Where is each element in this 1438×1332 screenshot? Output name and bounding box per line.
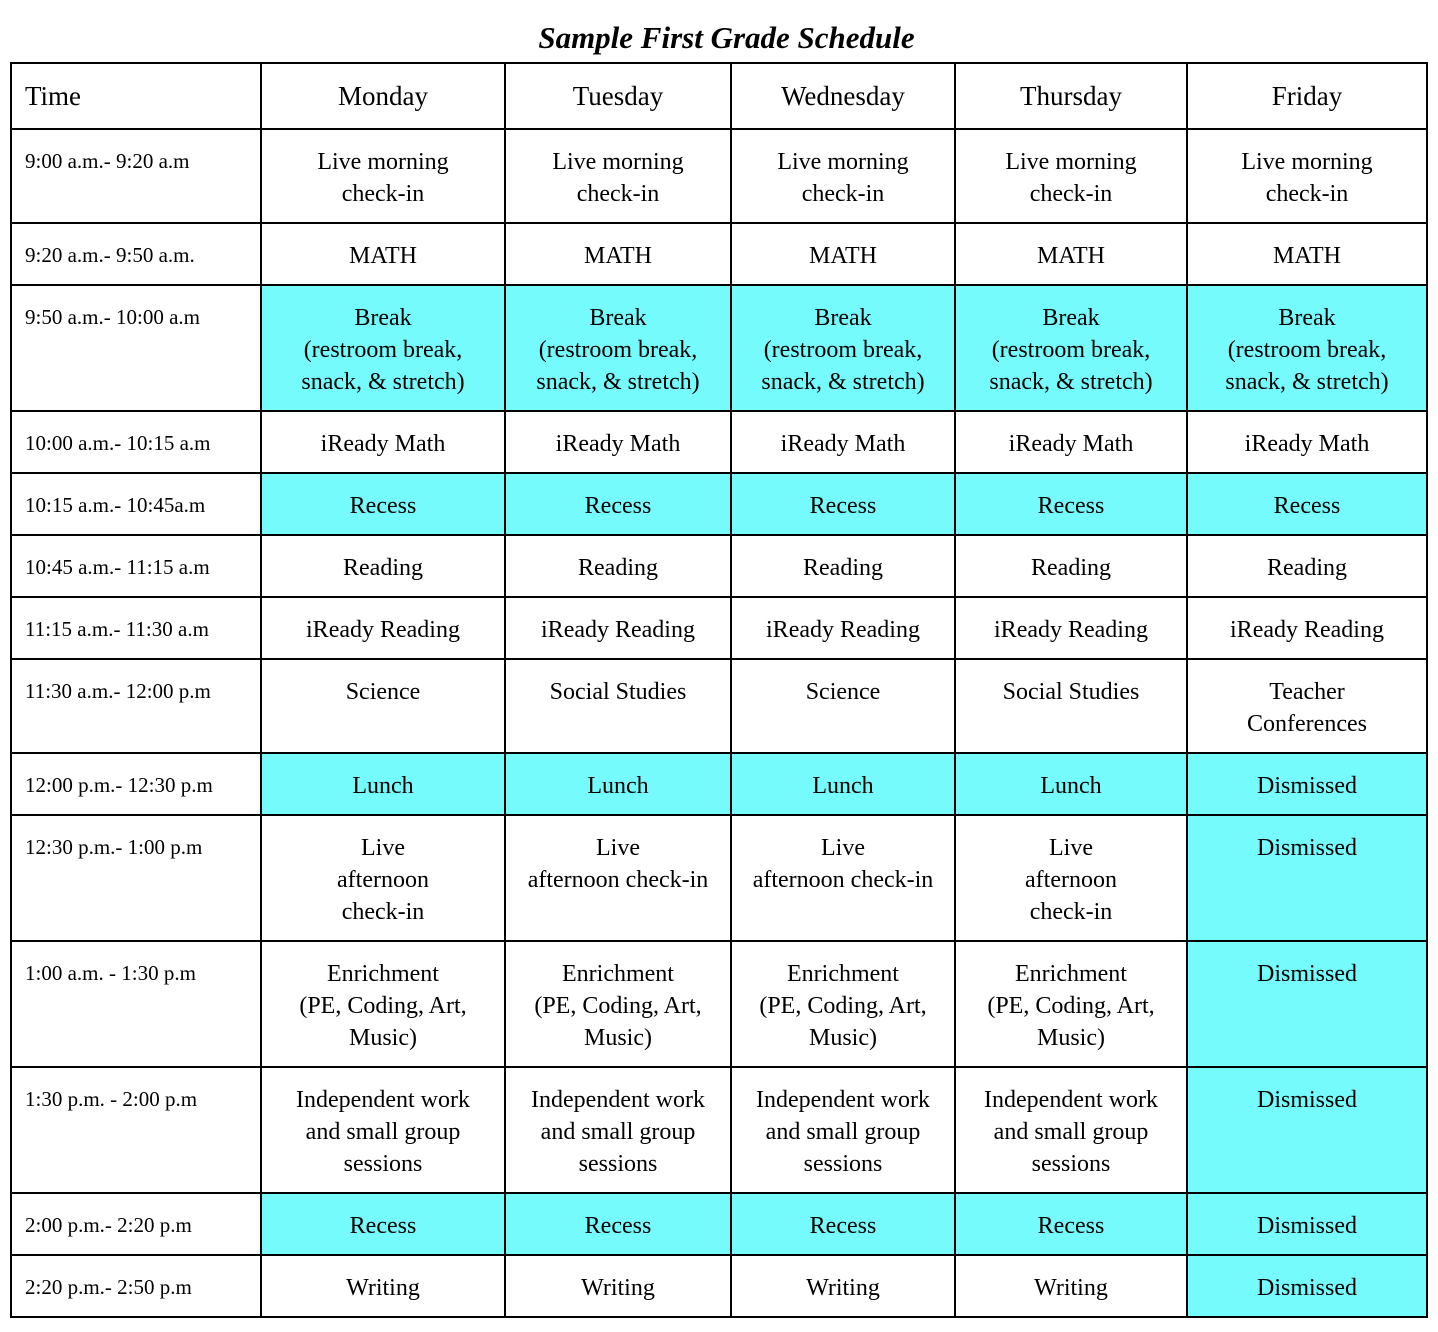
time-cell: 10:45 a.m.- 11:15 a.m bbox=[11, 535, 261, 597]
schedule-cell-tuesday: MATH bbox=[505, 223, 731, 285]
schedule-cell-tuesday: Social Studies bbox=[505, 659, 731, 753]
schedule-cell-monday: Independent work and small group sessions bbox=[261, 1067, 505, 1193]
schedule-cell-friday: Dismissed bbox=[1187, 1067, 1427, 1193]
time-cell: 12:00 p.m.- 12:30 p.m bbox=[11, 753, 261, 815]
time-cell: 11:15 a.m.- 11:30 a.m bbox=[11, 597, 261, 659]
schedule-cell-thursday: Writing bbox=[955, 1255, 1187, 1317]
header-thursday: Thursday bbox=[955, 63, 1187, 129]
schedule-cell-monday: Writing bbox=[261, 1255, 505, 1317]
schedule-cell-monday: Recess bbox=[261, 1193, 505, 1255]
schedule-cell-monday: Recess bbox=[261, 473, 505, 535]
schedule-cell-friday: Dismissed bbox=[1187, 753, 1427, 815]
schedule-cell-wednesday: Recess bbox=[731, 473, 955, 535]
table-row bbox=[11, 597, 1427, 659]
schedule-cell-friday: Dismissed bbox=[1187, 941, 1427, 1067]
table-row bbox=[11, 535, 1427, 597]
schedule-cell-friday: Live morning check-in bbox=[1187, 129, 1427, 223]
time-cell: 2:00 p.m.- 2:20 p.m bbox=[11, 1193, 261, 1255]
schedule-cell-thursday: Recess bbox=[955, 1193, 1187, 1255]
time-cell: 1:00 a.m. - 1:30 p.m bbox=[11, 941, 261, 1067]
schedule-cell-monday: Reading bbox=[261, 535, 505, 597]
schedule-cell-friday: Dismissed bbox=[1187, 1193, 1427, 1255]
header-time: Time bbox=[11, 63, 261, 129]
schedule-cell-thursday: Social Studies bbox=[955, 659, 1187, 753]
schedule-cell-monday: Lunch bbox=[261, 753, 505, 815]
schedule-cell-tuesday: Break (restroom break, snack, & stretch) bbox=[505, 285, 731, 411]
table-row bbox=[11, 1255, 1427, 1317]
schedule-cell-wednesday: Break (restroom break, snack, & stretch) bbox=[731, 285, 955, 411]
schedule-cell-tuesday: Enrichment (PE, Coding, Art, Music) bbox=[505, 941, 731, 1067]
schedule-cell-tuesday: Recess bbox=[505, 1193, 731, 1255]
time-cell: 11:30 a.m.- 12:00 p.m bbox=[11, 659, 261, 753]
time-cell: 1:30 p.m. - 2:00 p.m bbox=[11, 1067, 261, 1193]
table-header-row bbox=[11, 63, 1427, 129]
schedule-cell-tuesday: Lunch bbox=[505, 753, 731, 815]
schedule-cell-friday: MATH bbox=[1187, 223, 1427, 285]
schedule-cell-thursday: Live afternoon check-in bbox=[955, 815, 1187, 941]
schedule-cell-wednesday: Enrichment (PE, Coding, Art, Music) bbox=[731, 941, 955, 1067]
page-title: Sample First Grade Schedule bbox=[538, 20, 915, 55]
table-row bbox=[11, 1193, 1427, 1255]
schedule-cell-monday: Live morning check-in bbox=[261, 129, 505, 223]
schedule-cell-thursday: Lunch bbox=[955, 753, 1187, 815]
schedule-cell-friday: Teacher Conferences bbox=[1187, 659, 1427, 753]
table-row bbox=[11, 659, 1427, 753]
schedule-cell-tuesday: iReady Reading bbox=[505, 597, 731, 659]
table-row bbox=[11, 129, 1427, 223]
schedule-cell-thursday: MATH bbox=[955, 223, 1187, 285]
schedule-cell-thursday: Independent work and small group sessions bbox=[955, 1067, 1187, 1193]
schedule-cell-wednesday: iReady Math bbox=[731, 411, 955, 473]
schedule-cell-monday: Live afternoon check-in bbox=[261, 815, 505, 941]
schedule-cell-tuesday: Recess bbox=[505, 473, 731, 535]
schedule-cell-tuesday: Reading bbox=[505, 535, 731, 597]
schedule-cell-wednesday: Reading bbox=[731, 535, 955, 597]
schedule-cell-thursday: Enrichment (PE, Coding, Art, Music) bbox=[955, 941, 1187, 1067]
schedule-cell-friday: Reading bbox=[1187, 535, 1427, 597]
schedule-cell-thursday: Recess bbox=[955, 473, 1187, 535]
schedule-cell-tuesday: Live morning check-in bbox=[505, 129, 731, 223]
time-cell: 9:50 a.m.- 10:00 a.m bbox=[11, 285, 261, 411]
schedule-cell-monday: iReady Math bbox=[261, 411, 505, 473]
schedule-cell-wednesday: MATH bbox=[731, 223, 955, 285]
schedule-cell-wednesday: Independent work and small group sessions bbox=[731, 1067, 955, 1193]
schedule-cell-friday: Recess bbox=[1187, 473, 1427, 535]
schedule-cell-tuesday: Independent work and small group sessions bbox=[505, 1067, 731, 1193]
schedule-cell-monday: Enrichment (PE, Coding, Art, Music) bbox=[261, 941, 505, 1067]
schedule-cell-monday: Science bbox=[261, 659, 505, 753]
schedule-cell-wednesday: Live morning check-in bbox=[731, 129, 955, 223]
schedule-cell-friday: iReady Math bbox=[1187, 411, 1427, 473]
header-wednesday: Wednesday bbox=[731, 63, 955, 129]
schedule-cell-tuesday: iReady Math bbox=[505, 411, 731, 473]
schedule-cell-wednesday: Recess bbox=[731, 1193, 955, 1255]
schedule-cell-wednesday: Lunch bbox=[731, 753, 955, 815]
schedule-cell-wednesday: Live afternoon check-in bbox=[731, 815, 955, 941]
schedule-table bbox=[10, 62, 1428, 1318]
schedule-cell-tuesday: Writing bbox=[505, 1255, 731, 1317]
table-row bbox=[11, 223, 1427, 285]
table-row bbox=[11, 285, 1427, 411]
header-monday: Monday bbox=[261, 63, 505, 129]
schedule-cell-friday: Dismissed bbox=[1187, 815, 1427, 941]
table-row bbox=[11, 815, 1427, 941]
schedule-cell-monday: MATH bbox=[261, 223, 505, 285]
schedule-cell-friday: Dismissed bbox=[1187, 1255, 1427, 1317]
time-cell: 9:20 a.m.- 9:50 a.m. bbox=[11, 223, 261, 285]
schedule-cell-friday: iReady Reading bbox=[1187, 597, 1427, 659]
time-cell: 10:15 a.m.- 10:45a.m bbox=[11, 473, 261, 535]
schedule-cell-thursday: iReady Math bbox=[955, 411, 1187, 473]
schedule-cell-wednesday: Writing bbox=[731, 1255, 955, 1317]
schedule-cell-wednesday: iReady Reading bbox=[731, 597, 955, 659]
schedule-cell-thursday: iReady Reading bbox=[955, 597, 1187, 659]
header-tuesday: Tuesday bbox=[505, 63, 731, 129]
time-cell: 9:00 a.m.- 9:20 a.m bbox=[11, 129, 261, 223]
header-friday: Friday bbox=[1187, 63, 1427, 129]
schedule-cell-thursday: Break (restroom break, snack, & stretch) bbox=[955, 285, 1187, 411]
schedule-cell-thursday: Reading bbox=[955, 535, 1187, 597]
time-cell: 12:30 p.m.- 1:00 p.m bbox=[11, 815, 261, 941]
schedule-cell-monday: Break (restroom break, snack, & stretch) bbox=[261, 285, 505, 411]
time-cell: 10:00 a.m.- 10:15 a.m bbox=[11, 411, 261, 473]
schedule-cell-tuesday: Live afternoon check-in bbox=[505, 815, 731, 941]
schedule-cell-thursday: Live morning check-in bbox=[955, 129, 1187, 223]
schedule-cell-wednesday: Science bbox=[731, 659, 955, 753]
table-row bbox=[11, 1067, 1427, 1193]
table-row bbox=[11, 941, 1427, 1067]
table-row bbox=[11, 753, 1427, 815]
schedule-cell-friday: Break (restroom break, snack, & stretch) bbox=[1187, 285, 1427, 411]
time-cell: 2:20 p.m.- 2:50 p.m bbox=[11, 1255, 261, 1317]
schedule-cell-monday: iReady Reading bbox=[261, 597, 505, 659]
table-row bbox=[11, 473, 1427, 535]
table-row bbox=[11, 411, 1427, 473]
